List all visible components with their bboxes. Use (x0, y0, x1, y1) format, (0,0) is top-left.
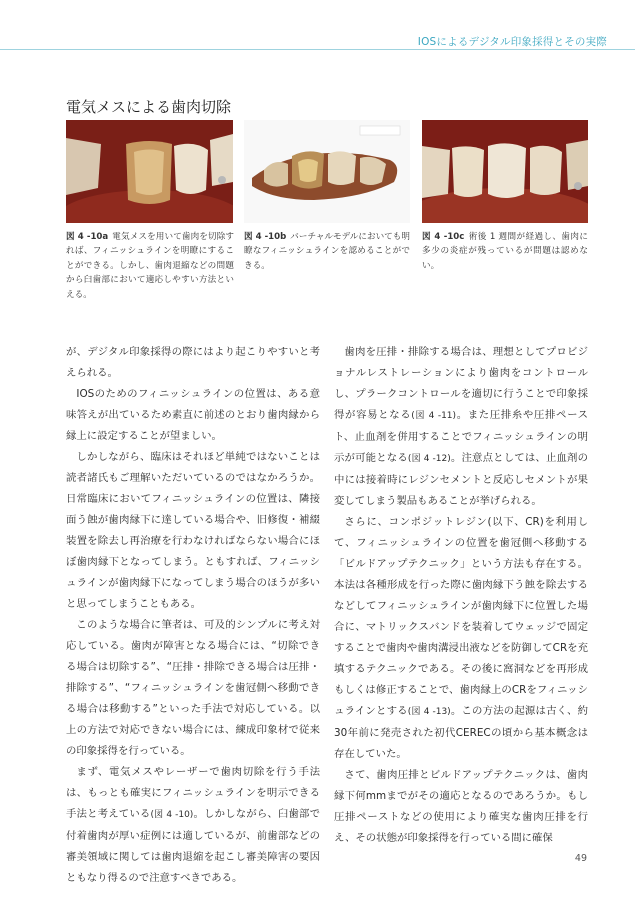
figure-4-10c-caption (422, 230, 588, 273)
paragraph: IOSのためのフィニッシュラインの位置は、ある意味答えが出ているため素直に前述のとおり歯肉縁から縁上に設定することが望ましい。 (66, 388, 320, 442)
figure-reference: (図 4 -12) (407, 454, 451, 464)
paragraph-text: 。注意点としては、止血剤の中には接着時にレジンセメントと反応しセメントが果変してしまう製品もあることが挙げられる。 (334, 452, 589, 507)
paragraph: さて、歯肉圧排とビルドアップテクニックは、歯肉縁下何mmまでがその適応となるのであろうか。もし圧排ペーストなどの使用により確実な歯肉圧排を行え、その状態が印象採得を行っている間に確保 (334, 769, 588, 844)
figure-label: 図 4 -10c (422, 232, 465, 242)
caption-text: バーチャルモデルにおいても明瞭なフィニッシュラインを認めることができる。 (244, 232, 410, 271)
paragraph: しかしながら、臨床はそれほど単純ではないことは読者諸氏もご理解いただいているのではなかろうか。日常臨床においてフィニッシュラインの位置は、隣接面う蝕が歯肉縁下に達している場合や、旧修復・補綴装置を除去し再治療を行わなければならない場合にほぼ歯肉縁下となってしまう。ともすれば、フィニッシュラインが歯肉縁下になってしまう場合のほうが多いと思ってしまうこともある。 (66, 451, 320, 610)
body-column-left (66, 342, 320, 889)
paragraph-text: さらに、コンポジットレジン(以下、CR)を利用して、フィニッシュラインの位置を歯冠側へ移動する「ビルドアップテクニック」という方法も存在する。本法は各種形成を行った際に歯肉縁下う蝕を除去するなどしてフィニッシュラインが歯肉縁下に位置した場合に、マトリックスバンドを装着してウェッジで固定することで歯肉や歯肉溝浸出液などを防御してCRを充填するテクニックである。その後に窩洞などを再形成もしくは修正することで、歯肉縁上のCRをフィニッシュラインとする (334, 516, 588, 717)
paragraph-text: 歯肉を圧排・排除する場合は、理想としてプロビジョナルレストレーションにより歯肉をコントロールし、プラークコントロールを適切に行うことで印象採得が容易となる (334, 346, 588, 421)
running-header-title: IOSによるデジタル印象採得とその実際 (417, 36, 607, 48)
page-number: 49 (574, 853, 587, 864)
figure-4-10a-photo (66, 120, 233, 223)
figure-4-10a-caption (66, 230, 234, 302)
figure-label: 図 4 -10a (66, 232, 109, 242)
figure-4-10b-caption (244, 230, 410, 273)
section-title: 電気メスによる歯肉切除 (66, 98, 232, 116)
body-column-right (334, 342, 588, 849)
caption-text: 電気メスを用いて歯肉を切除すれば、フィニッシュラインを明瞭にすることができる。しかし、歯肉退縮などの問題から臼歯部において適応しやすい方法といえる。 (66, 232, 234, 300)
figure-reference: (図 4 -10) (150, 810, 194, 820)
paragraph: このような場合に筆者は、可及的シンプルに考え対応している。歯肉が障害となる場合には、“切除できる場合は切除する”、“圧排・排除できる場合は圧排・排除する”、“フィニッシュラインを歯冠側へ移動できる場合は移動する”といった手法で対応している。以上の方法で対応できない場合には、練成印象材で従来の印象採得を行っている。 (66, 619, 320, 757)
paragraph-text: 。この方法の起源は古く、約30年前に発売された初代CERECの頃から基本概念は存在していた。 (334, 705, 589, 760)
paragraph (66, 762, 320, 889)
paragraph: が、デジタル印象採得の際にはより起こりやすいと考えられる。 (66, 346, 320, 379)
paragraph-text: 。また圧排糸や圧排ペースト、止血剤を併用することでフィニッシュラインの明示が可能となる (334, 409, 588, 464)
paragraph (334, 342, 588, 512)
header-rule (0, 49, 635, 50)
figure-4-10b-virtual-model (244, 120, 410, 223)
figure-label: 図 4 -10b (244, 232, 287, 242)
caption-text: 術後 1 週間が経過し、歯肉に多少の炎症が残っているが問題は認めない。 (422, 232, 588, 271)
paragraph-text: まず、電気メスやレーザーで歯肉切除を行う手法は、もっとも確実にフィニッシュラインを明示できる手法と考えている (66, 766, 320, 820)
figure-reference: (図 4 -11) (411, 411, 457, 421)
figure-reference: (図 4 -13) (407, 707, 451, 717)
paragraph (334, 512, 588, 765)
paragraph-text: 。しかしながら、臼歯部で付着歯肉が厚い症例には適しているが、前歯部などの審美領域に関しては歯肉退縮を起こし審美障害の要因ともなり得るので注意すべきである。 (66, 808, 321, 884)
figure-4-10c-photo (422, 120, 588, 223)
